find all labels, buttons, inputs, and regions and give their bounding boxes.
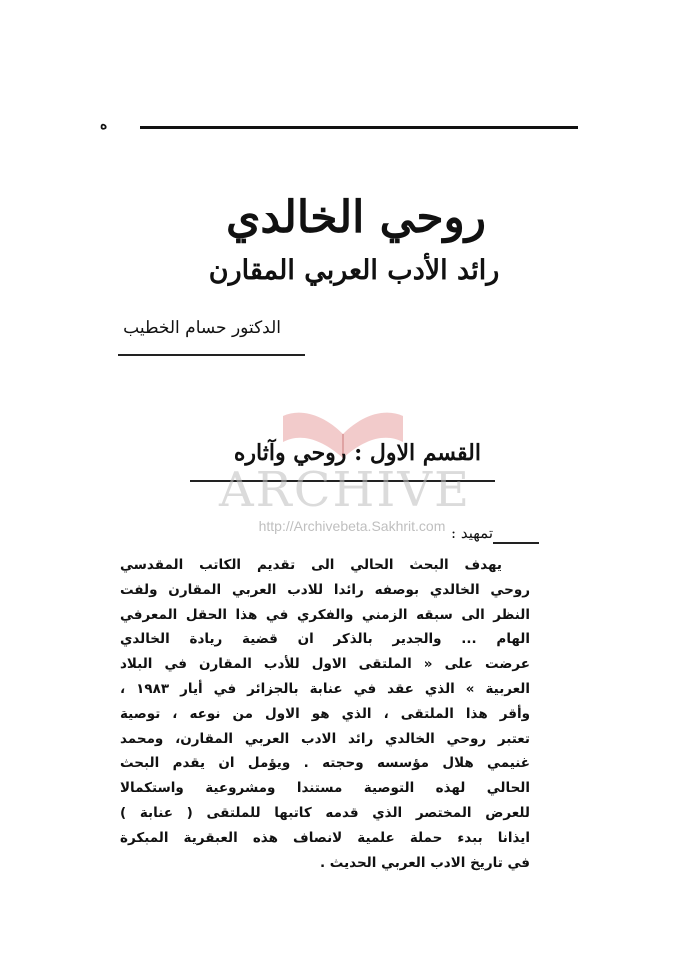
- body-line: وأقر هذا الملتقى ، الذي هو الاول من نوعه ، توصية: [120, 705, 530, 722]
- body-line: العربية » الذي عقد في عنابة بالجزائر في أيار ١٩٨٣ ،: [120, 680, 530, 697]
- body-line: عرضت على « الملتقى الاول للأدب المقارن في البلاد: [120, 656, 530, 673]
- body-line: الهام ... والجدير بالذكر ان قضية ريادة الخالدي: [120, 631, 530, 648]
- body-line: ايذانا ببدء حملة علمية لانصاف هذه العبقرية المبكرة: [120, 829, 530, 846]
- body-line: يهدف البحث الحالي الى تقديم الكاتب المقدسي: [120, 557, 502, 573]
- intro-label: تمهيد :: [451, 524, 493, 542]
- body-line: تعتبر روحي الخالدي رائد الادب العربي المقارن، ومحمد: [120, 730, 530, 747]
- document-subtitle: رائد الأدب العربي المقارن: [208, 255, 500, 286]
- body-paragraph: [120, 553, 530, 875]
- document-title: روحي الخالدي: [225, 192, 487, 243]
- watermark-url: http://Archivebeta.Sakhrit.com: [258, 518, 446, 534]
- section-heading: القسم الاول : روحي وآثاره: [233, 440, 481, 466]
- body-line: غنيمي هلال مؤسسه وحجته . ويؤمل ان يقدم البحث: [120, 755, 530, 772]
- author-rule: [118, 354, 305, 356]
- body-line: النظر الى سبقه الزمني والفكري في هذا الحقل المعرفي: [120, 606, 530, 623]
- body-line: روحي الخالدي بوصفه رائدا للادب العربي المقارن ولفت: [120, 581, 530, 598]
- author-name: الدكتور حسام الخطيب: [123, 318, 281, 338]
- page-number: ه: [100, 117, 108, 133]
- watermark-text: ARCHIVE: [218, 462, 472, 518]
- intro-rule: [493, 542, 539, 544]
- top-rule: [140, 126, 578, 129]
- body-line: في تاريخ الادب العربي الحديث .: [319, 854, 530, 871]
- body-line: للعرض المختصر الذي قدمه كاتبها للملتقى ( عنابة ): [120, 804, 530, 821]
- body-line: الحالي لهذه التوصية مستندا ومشروعية واستكمالا: [120, 780, 530, 797]
